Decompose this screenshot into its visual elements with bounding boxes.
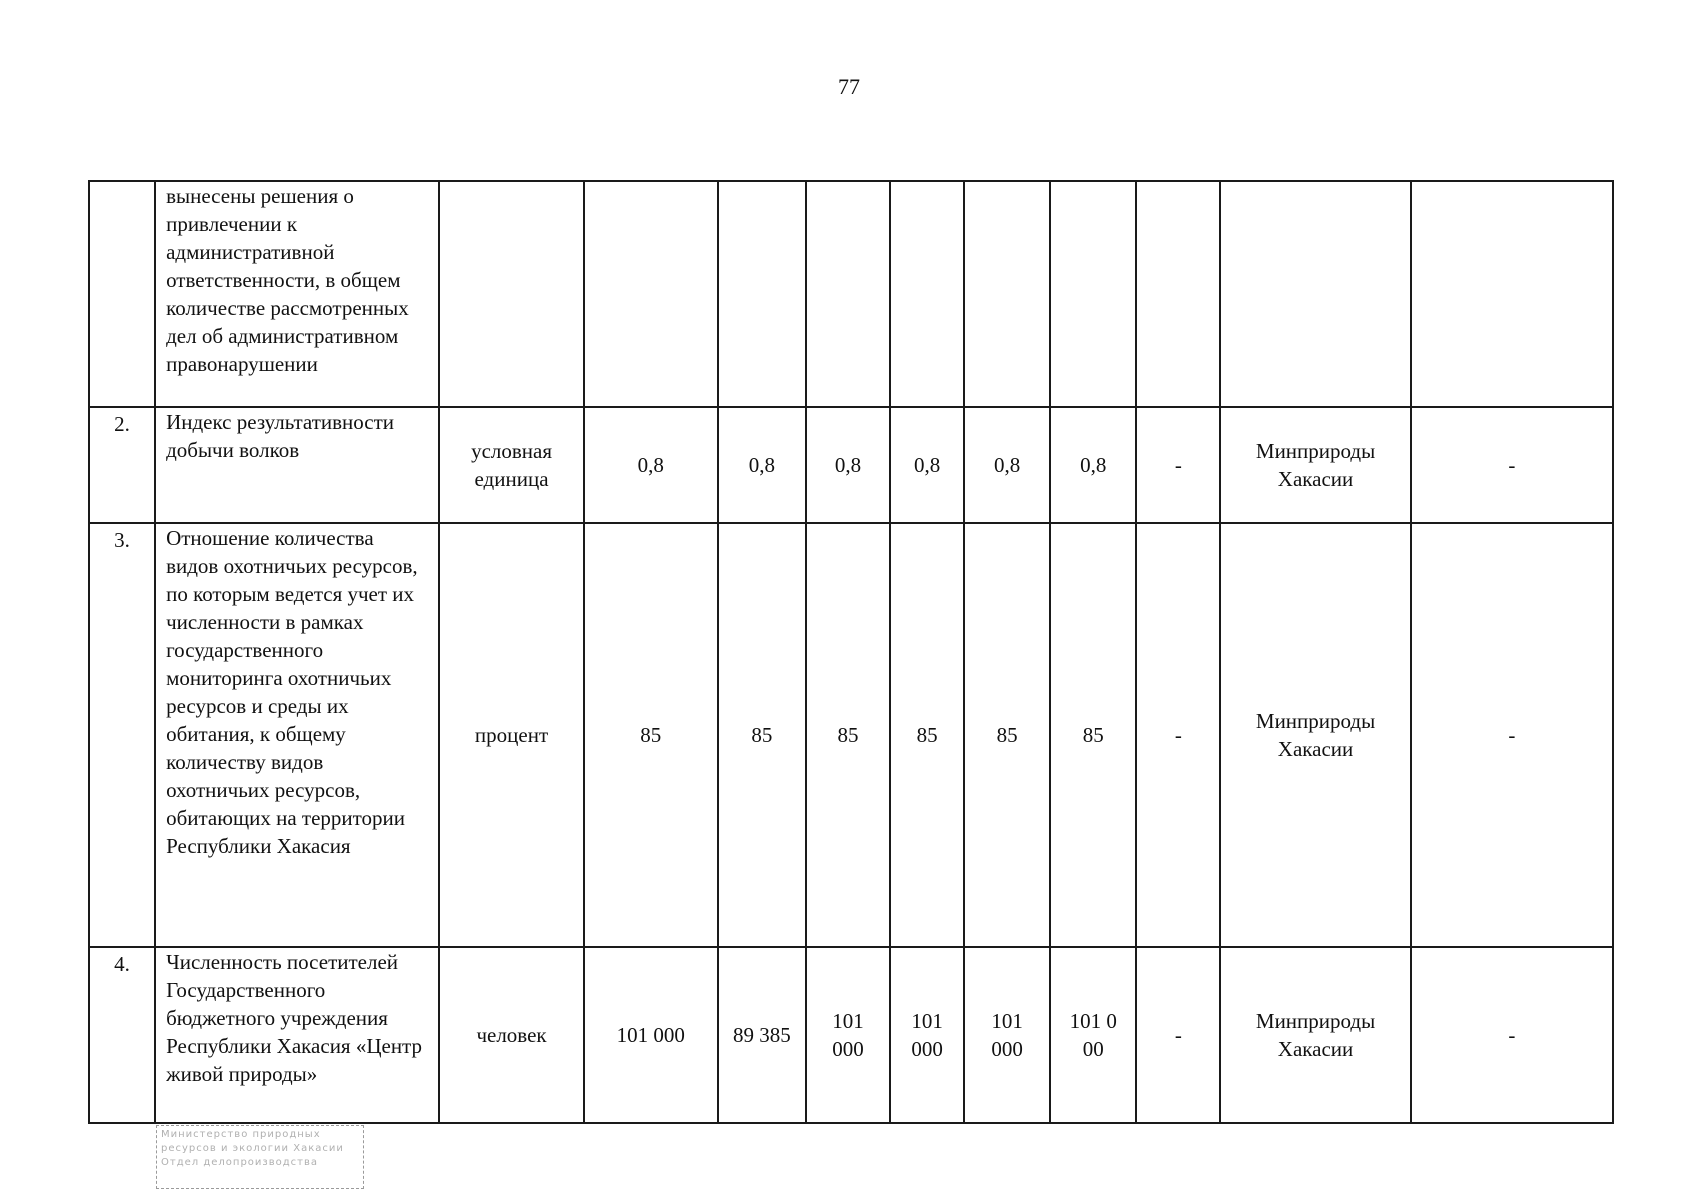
unit-cell: человек — [439, 947, 583, 1123]
dash-cell: - — [1136, 523, 1220, 947]
unit-cell: условная единица — [439, 407, 583, 523]
row-number: 2. — [89, 407, 155, 523]
value-cell — [718, 181, 806, 407]
last-cell: - — [1411, 523, 1613, 947]
value-cell: 101 000 — [890, 947, 964, 1123]
row-number: 3. — [89, 523, 155, 947]
table-row — [89, 181, 1613, 407]
value-cell: 101 000 — [584, 947, 718, 1123]
responsible-cell: Минприроды Хакасии — [1220, 947, 1410, 1123]
value-cell: 85 — [584, 523, 718, 947]
dash-cell: - — [1136, 407, 1220, 523]
responsible-cell: Минприроды Хакасии — [1220, 407, 1410, 523]
value-cell: 101 0 00 — [1050, 947, 1136, 1123]
dash-cell: - — [1136, 947, 1220, 1123]
value-cell: 0,8 — [1050, 407, 1136, 523]
value-cell — [890, 181, 964, 407]
stamp-line: Министерство природных — [161, 1129, 321, 1140]
value-cell: 85 — [890, 523, 964, 947]
value-cell — [1050, 181, 1136, 407]
value-cell — [584, 181, 718, 407]
row-number: 4. — [89, 947, 155, 1123]
value-cell: 0,8 — [718, 407, 806, 523]
value-cell — [964, 181, 1050, 407]
indicator-name: Численность посетителей Государственного бюджетного учреждения Республики Хакасия «Центр живой природы» — [155, 947, 439, 1123]
table-row — [89, 523, 1613, 947]
responsible-cell — [1220, 181, 1410, 407]
value-cell: 89 385 — [718, 947, 806, 1123]
last-cell: - — [1411, 947, 1613, 1123]
unit-cell: процент — [439, 523, 583, 947]
dash-cell — [1136, 181, 1220, 407]
indicator-name: Отношение количества видов охотничьих ресурсов, по которым ведется учет их численности в рамках государственного мониторинга охотничьих ресурсов и среды их обитания, к общему количеству видов охотничьих ресурсов, обитающих на территории Республики Хакасия — [155, 523, 439, 947]
page-number: 77 — [838, 74, 860, 99]
value-cell — [806, 181, 890, 407]
indicator-name: вынесены решения о привлечении к административной ответственности, в общем количестве рассмотренных дел об административном правонарушении — [155, 181, 439, 407]
registration-stamp — [156, 1125, 364, 1189]
unit-cell — [439, 181, 583, 407]
value-cell: 85 — [964, 523, 1050, 947]
value-cell: 0,8 — [806, 407, 890, 523]
value-cell: 85 — [1050, 523, 1136, 947]
value-cell: 101 000 — [964, 947, 1050, 1123]
responsible-cell: Минприроды Хакасии — [1220, 523, 1410, 947]
value-cell: 85 — [718, 523, 806, 947]
value-cell: 85 — [806, 523, 890, 947]
table-row — [89, 947, 1613, 1123]
indicator-name: Индекс результативности добычи волков — [155, 407, 439, 523]
value-cell: 0,8 — [890, 407, 964, 523]
stamp-line: ресурсов и экологии Хакасии — [161, 1143, 344, 1154]
row-number — [89, 181, 155, 407]
last-cell: - — [1411, 407, 1613, 523]
stamp-line: Отдел делопроизводства — [161, 1157, 318, 1168]
table-row — [89, 407, 1613, 523]
last-cell — [1411, 181, 1613, 407]
indicators-table — [88, 180, 1614, 1124]
value-cell: 101 000 — [806, 947, 890, 1123]
value-cell: 0,8 — [584, 407, 718, 523]
value-cell: 0,8 — [964, 407, 1050, 523]
